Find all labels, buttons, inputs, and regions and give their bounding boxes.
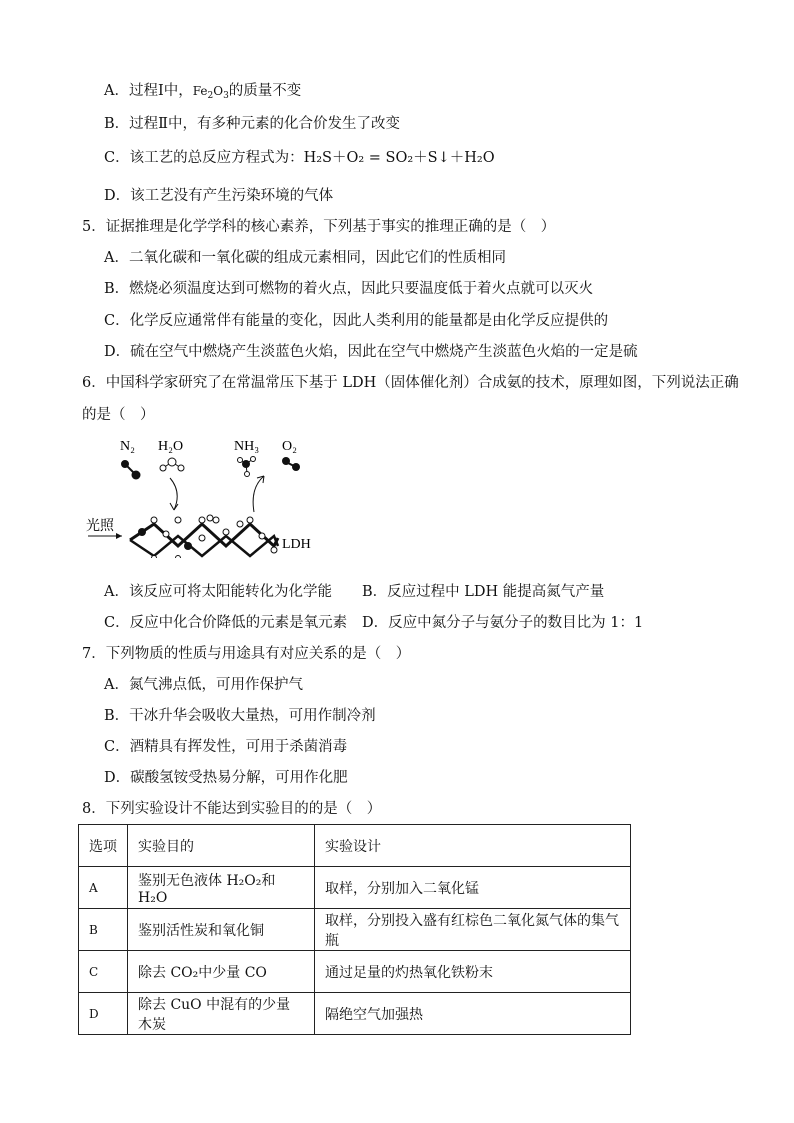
q7-option-c: C．酒精具有挥发性，可用于杀菌消毒 xyxy=(104,739,348,755)
q6-stem-line2: 的是（ ） xyxy=(82,407,155,423)
q7-option-a: A．氮气沸点低，可用作保护气 xyxy=(104,677,303,693)
q7-option-d: D．碳酸氢铵受热易分解，可用作化肥 xyxy=(104,770,348,786)
table-cell: C xyxy=(79,951,128,993)
q5-option-b: B．燃烧必须温度达到可燃物的着火点，因此只要温度低于着火点就可以灭火 xyxy=(104,281,594,297)
q4-option-a-tail: 的质量不变 xyxy=(228,83,302,99)
o2-molecule-icon xyxy=(282,457,300,471)
q4-option-d: D．该工艺没有产生污染环境的气体 xyxy=(104,188,334,204)
arrow-out-icon xyxy=(253,476,264,512)
q8-table xyxy=(78,824,631,1035)
table-cell: B xyxy=(79,909,128,951)
q5-option-a: A．二氧化碳和一氧化碳的组成元素相同，因此它们的性质相同 xyxy=(104,250,506,266)
table-cell: 取样，分别投入盛有红棕色二氧化氮气体的集气瓶 xyxy=(315,909,631,951)
light-label: 光照 xyxy=(86,519,114,534)
fe-symbol: Fe xyxy=(192,84,208,98)
q6-option-d: D．反应中氮分子与氨分子的数目比为 1：1 xyxy=(362,615,644,631)
q4-option-a-text: A．过程Ⅰ中， xyxy=(104,83,193,99)
subscript: 2 xyxy=(207,91,214,101)
q4-option-a xyxy=(104,82,301,105)
table-cell: 除去 CO₂中少量 CO xyxy=(128,951,315,993)
h2o-molecule-icon xyxy=(160,458,184,471)
n2-label: N₂ xyxy=(120,439,135,454)
q7-stem: 7．下列物质的性质与用途具有对应关系的是（ ） xyxy=(82,646,411,662)
nh3-molecule-icon xyxy=(238,457,256,477)
table-cell: 鉴别活性炭和氧化铜 xyxy=(128,909,315,951)
table-cell: 取样，分别加入二氧化锰 xyxy=(315,867,631,909)
table-row xyxy=(79,867,631,909)
table-header-row xyxy=(79,825,631,867)
q6-option-c: C．反应中化合价降低的元素是氧元素 xyxy=(104,615,348,631)
q4-option-c: C．该工艺的总反应方程式为：H₂S＋O₂ = SO₂＋S↓＋H₂O xyxy=(104,150,495,166)
table-row xyxy=(79,951,631,993)
header-cell: 实验设计 xyxy=(315,825,631,867)
subscript: 3 xyxy=(223,91,229,101)
table-row xyxy=(79,909,631,951)
table-cell: D xyxy=(79,993,128,1035)
table-cell: 除去 CuO 中混有的少量木炭 xyxy=(128,993,315,1035)
o2-label: O₂ xyxy=(282,439,297,454)
q4-option-b: B．过程Ⅱ中，有多种元素的化合价发生了改变 xyxy=(104,116,401,132)
table-cell: A xyxy=(79,867,128,909)
q8-stem: 8．下列实验设计不能达到实验目的的是（ ） xyxy=(82,801,382,817)
table-row xyxy=(79,993,631,1035)
q6-option-b: B．反应过程中 LDH 能提高氮气产量 xyxy=(362,584,605,600)
q6-option-a: A．该反应可将太阳能转化为化学能 xyxy=(104,584,332,600)
o-symbol: O xyxy=(213,84,224,98)
ldh-label: LDH xyxy=(282,537,311,552)
nh3-label: NH₃ xyxy=(234,439,260,454)
header-cell: 实验目的 xyxy=(128,825,315,867)
ldh-diagram xyxy=(82,428,342,558)
q6-stem-line1: 6．中国科学家研究了在常温常压下基于 LDH（固体催化剂）合成氨的技术，原理如图，下列说法正确 xyxy=(82,375,739,391)
table-cell: 通过足量的灼热氧化铁粉末 xyxy=(315,951,631,993)
q7-option-b: B．干冰升华会吸收大量热，可用作制冷剂 xyxy=(104,708,376,724)
table-cell: 隔绝空气加强热 xyxy=(315,993,631,1035)
q5-option-d: D．硫在空气中燃烧产生淡蓝色火焰，因此在空气中燃烧产生淡蓝色火焰的一定是硫 xyxy=(104,344,638,360)
q5-option-c: C．化学反应通常伴有能量的变化，因此人类利用的能量都是由化学反应提供的 xyxy=(104,313,609,329)
header-cell: 选项 xyxy=(79,825,128,867)
q5-stem: 5．证据推理是化学学科的核心素养，下列基于事实的推理正确的是（ ） xyxy=(82,219,556,235)
h2o-label: H₂O xyxy=(158,439,184,454)
table-cell: 鉴别无色液体 H₂O₂和 H₂O xyxy=(128,867,315,909)
n2-molecule-icon xyxy=(121,460,141,480)
